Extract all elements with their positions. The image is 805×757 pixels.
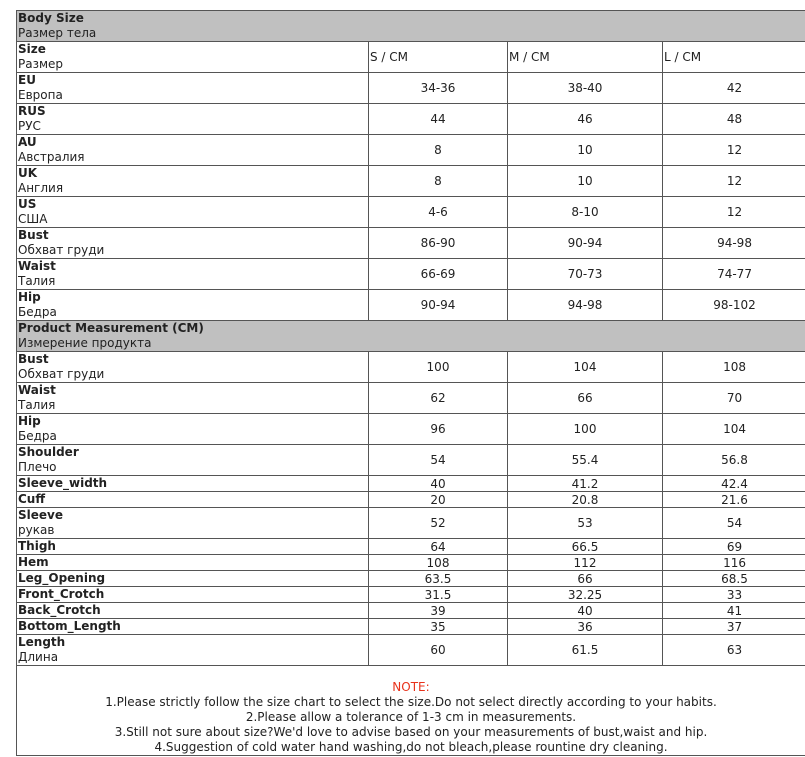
table-row xyxy=(17,492,805,508)
product-row-label-en: Hem xyxy=(18,555,49,569)
product-row-value: 21.6 xyxy=(663,492,805,508)
product-row-label-en: Sleeve_width xyxy=(18,476,108,490)
table-row xyxy=(17,352,805,383)
body-row-label-en: Hip xyxy=(18,290,41,304)
body-row-label-ru: РУС xyxy=(18,119,41,133)
product-row-label xyxy=(17,383,369,414)
size-header-label xyxy=(17,42,369,73)
product-row-value: 31.5 xyxy=(369,587,508,603)
product-row-value: 64 xyxy=(369,539,508,555)
body-row-label-en: US xyxy=(18,197,37,211)
product-row-label-ru: Длина xyxy=(18,650,59,664)
product-row-value: 63.5 xyxy=(369,571,508,587)
body-row-value: 4-6 xyxy=(369,197,508,228)
product-row-value: 104 xyxy=(508,352,663,383)
product-row-value: 56.8 xyxy=(663,445,805,476)
size-column-header: S / CM xyxy=(369,42,508,73)
note-line-1: 1.Please strictly follow the size chart to select the size.Do not select directly according to your habits. xyxy=(105,695,717,709)
product-row-value: 69 xyxy=(663,539,805,555)
product-row-label-ru: Талия xyxy=(18,398,56,412)
section-product-measurement-title xyxy=(17,321,805,352)
body-row-value: 86-90 xyxy=(369,228,508,259)
body-row-value: 48 xyxy=(663,104,805,135)
product-row-label xyxy=(17,492,369,508)
product-row-label-en: Sleeve xyxy=(18,508,63,522)
table-row xyxy=(17,603,805,619)
body-row-value: 34-36 xyxy=(369,73,508,104)
body-row-value: 8-10 xyxy=(508,197,663,228)
product-row-label-ru: Обхват груди xyxy=(18,367,105,381)
product-row-value: 60 xyxy=(369,635,508,666)
body-row-label-en: RUS xyxy=(18,104,46,118)
table-row xyxy=(17,476,805,492)
product-row-label xyxy=(17,508,369,539)
body-row-value: 38-40 xyxy=(508,73,663,104)
table-row xyxy=(17,290,805,321)
body-row-label-ru: Талия xyxy=(18,274,56,288)
body-row-value: 42 xyxy=(663,73,805,104)
body-row-value: 46 xyxy=(508,104,663,135)
body-row-label xyxy=(17,104,369,135)
table-row xyxy=(17,135,805,166)
body-row-label-ru: США xyxy=(18,212,48,226)
table-row xyxy=(17,635,805,666)
body-row-value: 10 xyxy=(508,166,663,197)
product-row-value: 100 xyxy=(508,414,663,445)
product-row-label-en: Hip xyxy=(18,414,41,428)
body-row-label xyxy=(17,290,369,321)
product-row-value: 63 xyxy=(663,635,805,666)
product-row-value: 68.5 xyxy=(663,571,805,587)
body-row-label-en: Bust xyxy=(18,228,49,242)
body-row-label xyxy=(17,73,369,104)
product-row-label-en: Bottom_Length xyxy=(18,619,121,633)
table-row xyxy=(17,555,805,571)
body-row-label-ru: Обхват груди xyxy=(18,243,105,257)
product-row-label xyxy=(17,587,369,603)
product-row-value: 108 xyxy=(663,352,805,383)
product-row-label-en: Bust xyxy=(18,352,49,366)
product-row-value: 41.2 xyxy=(508,476,663,492)
section-body-size xyxy=(17,11,805,42)
body-row-label-en: EU xyxy=(18,73,36,87)
product-row-label xyxy=(17,619,369,635)
table-row xyxy=(17,445,805,476)
notes-panel xyxy=(16,664,805,756)
body-row-value: 10 xyxy=(508,135,663,166)
table-row xyxy=(17,383,805,414)
body-row-label-ru: Австралия xyxy=(18,150,85,164)
product-row-label-en: Shoulder xyxy=(18,445,79,459)
body-row-label xyxy=(17,166,369,197)
body-row-label-en: Waist xyxy=(18,259,56,273)
product-row-value: 66.5 xyxy=(508,539,663,555)
body-row-value: 12 xyxy=(663,166,805,197)
body-row-value: 12 xyxy=(663,135,805,166)
product-row-value: 100 xyxy=(369,352,508,383)
product-row-value: 108 xyxy=(369,555,508,571)
product-row-value: 66 xyxy=(508,571,663,587)
product-row-value: 104 xyxy=(663,414,805,445)
body-row-label xyxy=(17,197,369,228)
product-row-value: 40 xyxy=(369,476,508,492)
table-row xyxy=(17,539,805,555)
body-row-label-ru: Англия xyxy=(18,181,64,195)
table-row xyxy=(17,73,805,104)
note-title: NOTE: xyxy=(392,680,430,694)
product-row-label-ru: Бедра xyxy=(18,429,57,443)
body-row-value: 94-98 xyxy=(663,228,805,259)
table-row xyxy=(17,228,805,259)
body-row-value: 66-69 xyxy=(369,259,508,290)
product-row-label xyxy=(17,414,369,445)
size-column-header: M / CM xyxy=(508,42,663,73)
note-line-4: 4.Suggestion of cold water hand washing,do not bleach,please rountine dry cleaning. xyxy=(154,740,668,754)
size-header-row xyxy=(17,42,805,73)
product-row-label xyxy=(17,539,369,555)
product-row-value: 62 xyxy=(369,383,508,414)
product-row-value: 70 xyxy=(663,383,805,414)
product-row-value: 41 xyxy=(663,603,805,619)
product-row-label-en: Waist xyxy=(18,383,56,397)
body-row-label-en: UK xyxy=(18,166,38,180)
size-column-header: L / CM xyxy=(663,42,805,73)
note-line-3: 3.Still not sure about size?We'd love to advise based on your measurements of bust,waist and hip. xyxy=(114,725,708,739)
body-row-value: 8 xyxy=(369,166,508,197)
product-row-value: 54 xyxy=(663,508,805,539)
body-row-label-en: AU xyxy=(18,135,37,149)
product-row-label-en: Front_Crotch xyxy=(18,587,105,601)
product-row-label-en: Cuff xyxy=(18,492,46,506)
product-row-label xyxy=(17,603,369,619)
body-row-value: 70-73 xyxy=(508,259,663,290)
product-row-label xyxy=(17,476,369,492)
section-product-measurement xyxy=(17,321,805,352)
table-row xyxy=(17,197,805,228)
product-row-value: 32.25 xyxy=(508,587,663,603)
section-product-measurement-title-en: Product Measurement (CM) xyxy=(18,321,204,335)
table-row xyxy=(17,104,805,135)
product-row-value: 40 xyxy=(508,603,663,619)
product-row-label-en: Thigh xyxy=(18,539,56,553)
product-row-value: 55.4 xyxy=(508,445,663,476)
body-row-value: 74-77 xyxy=(663,259,805,290)
product-row-value: 20.8 xyxy=(508,492,663,508)
product-row-value: 36 xyxy=(508,619,663,635)
product-row-value: 53 xyxy=(508,508,663,539)
product-row-label xyxy=(17,352,369,383)
product-row-value: 54 xyxy=(369,445,508,476)
body-row-value: 44 xyxy=(369,104,508,135)
body-row-label-ru: Европа xyxy=(18,88,63,102)
product-row-label xyxy=(17,555,369,571)
section-body-size-title-ru: Размер тела xyxy=(18,26,97,40)
product-row-value: 52 xyxy=(369,508,508,539)
product-row-label-en: Back_Crotch xyxy=(18,603,101,617)
table-row xyxy=(17,166,805,197)
size-header-label-en: Size xyxy=(18,42,46,56)
product-row-label xyxy=(17,635,369,666)
body-row-value: 90-94 xyxy=(508,228,663,259)
product-row-label-ru: рукав xyxy=(18,523,55,537)
table-row xyxy=(17,587,805,603)
product-row-value: 20 xyxy=(369,492,508,508)
body-row-label xyxy=(17,228,369,259)
product-row-value: 112 xyxy=(508,555,663,571)
product-row-label-ru: Плечо xyxy=(18,460,57,474)
table-row xyxy=(17,619,805,635)
product-row-value: 61.5 xyxy=(508,635,663,666)
product-row-label xyxy=(17,445,369,476)
size-header-label-ru: Размер xyxy=(18,57,64,71)
product-row-value: 42.4 xyxy=(663,476,805,492)
product-row-value: 66 xyxy=(508,383,663,414)
body-row-value: 12 xyxy=(663,197,805,228)
product-row-label-en: Length xyxy=(18,635,66,649)
body-row-label xyxy=(17,259,369,290)
product-row-label xyxy=(17,571,369,587)
body-row-value: 98-102 xyxy=(663,290,805,321)
table-row xyxy=(17,259,805,290)
note-line-2: 2.Please allow a tolerance of 1-3 cm in measurements. xyxy=(245,710,577,724)
body-row-label-ru: Бедра xyxy=(18,305,57,319)
body-row-value: 94-98 xyxy=(508,290,663,321)
product-row-value: 39 xyxy=(369,603,508,619)
body-row-value: 8 xyxy=(369,135,508,166)
body-row-value: 90-94 xyxy=(369,290,508,321)
product-row-value: 116 xyxy=(663,555,805,571)
product-row-value: 37 xyxy=(663,619,805,635)
table-row xyxy=(17,571,805,587)
section-body-size-title-en: Body Size xyxy=(18,11,84,25)
body-row-label xyxy=(17,135,369,166)
product-row-value: 33 xyxy=(663,587,805,603)
table-row xyxy=(17,414,805,445)
product-row-value: 35 xyxy=(369,619,508,635)
product-row-label-en: Leg_Opening xyxy=(18,571,106,585)
product-row-value: 96 xyxy=(369,414,508,445)
section-body-size-title xyxy=(17,11,805,42)
size-chart-table xyxy=(16,10,805,666)
table-row xyxy=(17,508,805,539)
section-product-measurement-title-ru: Измерение продукта xyxy=(18,336,152,350)
